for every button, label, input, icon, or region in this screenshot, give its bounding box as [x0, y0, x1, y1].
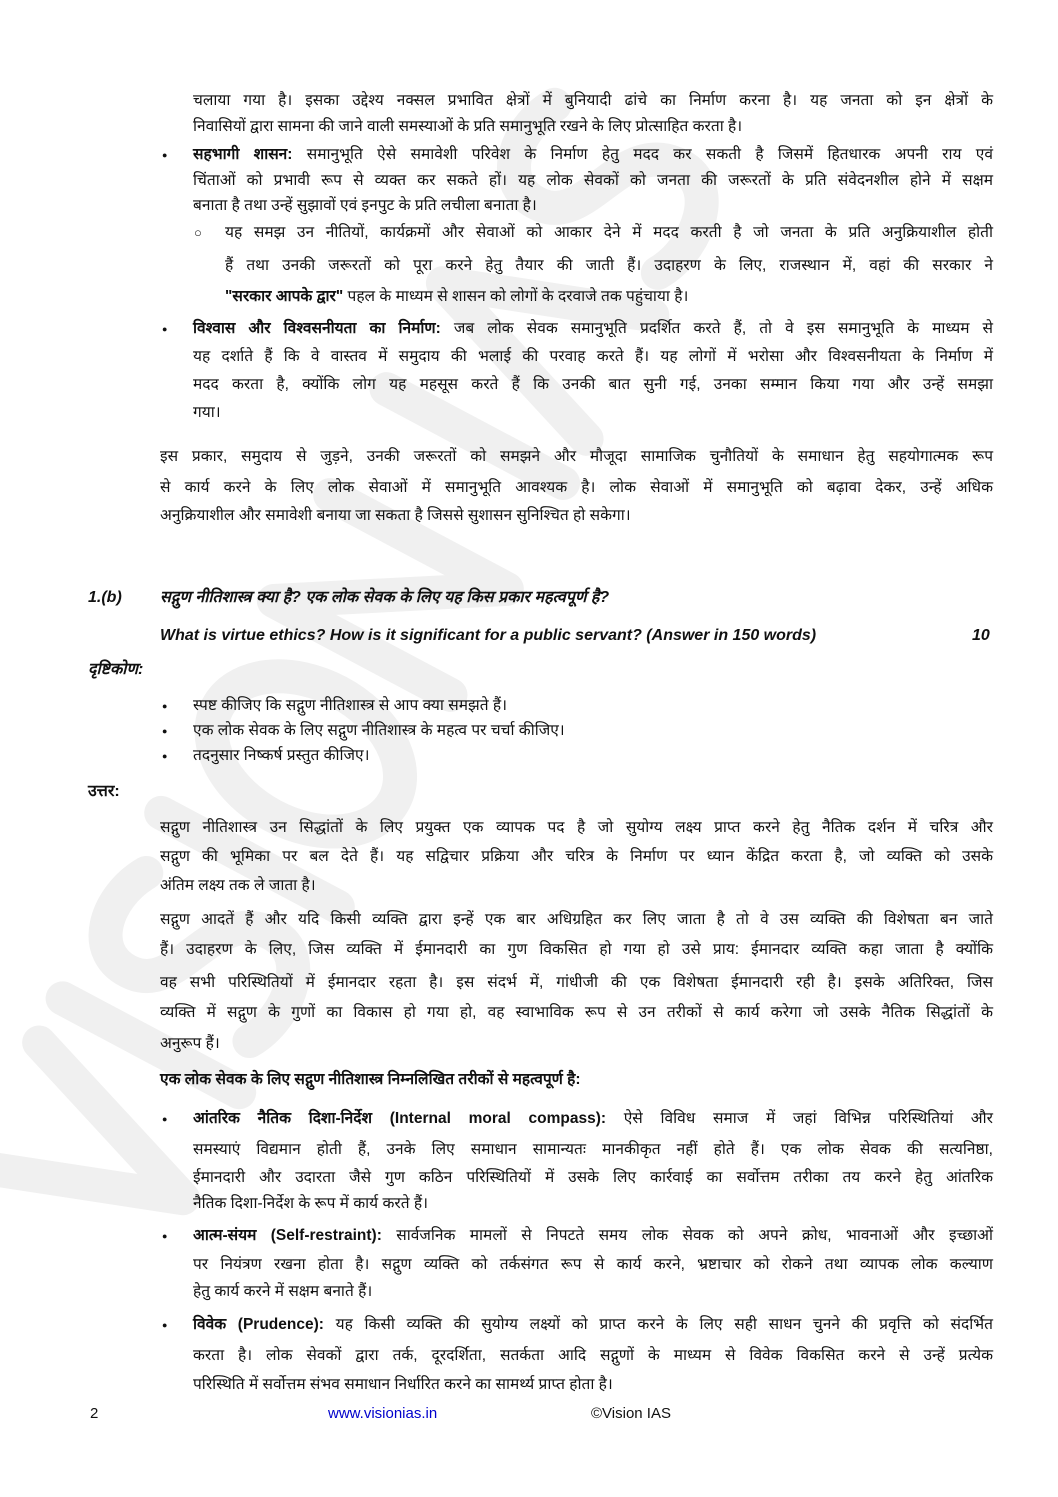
- line-text: गया।: [193, 404, 221, 421]
- line-text: चलाया गया है। इसका उद्देश्य नक्सल प्रभावित क्षेत्रों में बुनियादी ढांचे का निर्माण करना है। यह जनता को इन क्षेत्रों के: [193, 92, 993, 109]
- text-line: [160, 505, 993, 527]
- approach-heading: दृष्टिकोण:: [88, 661, 144, 678]
- line-text: चिंताओं को प्रभावी रूप से व्यक्त कर सकते हों। यह लोक सेवकों को जनता की जरूरतों के प्रति संवेदनशील होने में सक्षम: [193, 172, 993, 189]
- bullet-icon: ●: [162, 751, 168, 761]
- line-text: पहल के माध्यम से शासन को लोगों के दरवाजे तक पहुंचाया है।: [343, 288, 689, 305]
- answer-heading: उत्तर:: [88, 783, 120, 800]
- bold-lead: "सरकार आपके द्वार": [225, 288, 344, 305]
- bold-lead: आत्म-संयम (Self-restraint):: [193, 1227, 382, 1244]
- text-line: [160, 939, 993, 961]
- line-text: समस्याएं विद्यमान होती हैं, उनके लिए समाधान सामान्यतः मानकीकृत नहीं होते हैं। एक लोक सेवक की सत्यनिष्ठा,: [193, 1141, 993, 1158]
- text-line: [193, 1139, 993, 1161]
- line-text: सद्गुण नीतिशास्त्र उन सिद्धांतों के लिए प्रयुक्त एक व्यापक पद है जो सुयोग्य लक्ष्य प्राप्त करने हेतु नैतिक दर्शन में चरित्र और: [160, 819, 993, 836]
- line-text: सार्वजनिक मामलों से निपटते समय लोक सेवक को अपने क्रोध, भावनाओं और इच्छाओं: [381, 1227, 993, 1244]
- line-text: अंतिम लक्ष्य तक ले जाता है।: [160, 877, 316, 894]
- line-text: वह सभी परिस्थितियों में ईमानदार रहता है। इस संदर्भ में, गांधीजी की एक विशेषता ईमानदारी रही है। इसके अतिरिक्त, जिस: [160, 974, 993, 991]
- bullet-icon: ●: [162, 150, 168, 160]
- text-line: [193, 1167, 993, 1189]
- approach-item: तदनुसार निष्कर्ष प्रस्तुत कीजिए।: [193, 747, 370, 764]
- line-text: मदद करता है, क्योंकि लोग यह महसूस करते हैं कि उनकी बात सुनी गई, उनका सम्मान किया गया और उन्हें समझा: [193, 376, 993, 393]
- text-line: [193, 170, 993, 192]
- line-text: नैतिक दिशा-निर्देश के रूप में कार्य करते हैं।: [193, 1195, 428, 1212]
- text-line: [160, 1002, 993, 1024]
- text-line: [193, 318, 993, 340]
- question-english: What is virtue ethics? How is it significant for a public servant? (Answer in 150 words): [160, 627, 817, 644]
- line-text: हेतु कार्य करने में सक्षम बनाते हैं।: [193, 1283, 373, 1300]
- line-text: समानुभूति ऐसे समावेशी परिवेश के निर्माण हेतु मदद कर सकती है जिसमें हितधारक अपनी राय एवं: [292, 146, 993, 163]
- text-line: [193, 1345, 993, 1367]
- approach-item: स्पष्ट कीजिए कि सद्गुण नीतिशास्त्र से आप क्या समझते हैं।: [193, 697, 507, 714]
- bold-lead: एक लोक सेवक के लिए सद्गुण नीतिशास्त्र निम्नलिखित तरीकों से महत्वपूर्ण है:: [160, 1071, 581, 1088]
- line-text: यह दर्शाते हैं कि वे वास्तव में समुदाय की भलाई की परवाह करते हैं। यह लोगों में भरोसा और विश्वसनीयता के निर्माण में: [193, 348, 993, 365]
- text-line: [193, 346, 993, 368]
- text-line: [160, 446, 993, 468]
- approach-item: एक लोक सेवक के लिए सद्गुण नीतिशास्त्र के महत्व पर चर्चा कीजिए।: [193, 722, 565, 739]
- bold-lead: आंतरिक नैतिक दिशा-निर्देश (Internal moral compass):: [193, 1110, 607, 1127]
- line-text: जब लोक सेवक समानुभूति प्रदर्शित करते हैं, तो वे इस समानुभूति के माध्यम से: [440, 320, 994, 337]
- line-text: व्यक्ति में सद्गुण के गुणों का विकास हो गया हो, वह स्वाभाविक रूप से उन तरीकों से कार्य करेगा जो उसके नैतिक सिद्धांतों के: [160, 1004, 993, 1021]
- line-text: निवासियों द्वारा सामना की जाने वाली समस्याओं के प्रति समानुभूति रखने के लिए प्रोत्साहित करता है।: [193, 118, 743, 135]
- line-text: पर नियंत्रण रखना होता है। सद्गुण व्यक्ति को तर्कसंगत रूप से कार्य करने, भ्रष्टाचार को रोकने तथा व्यापक लोक कल्याण: [193, 1256, 993, 1273]
- text-line: [193, 195, 993, 217]
- text-line: [160, 817, 993, 839]
- text-line: [160, 846, 993, 868]
- text-line: [225, 255, 993, 277]
- line-text: इस प्रकार, समुदाय से जुड़ने, उनकी जरूरतों को समझने और मौजूदा सामाजिक चुनौतियों के समाधान हेतु सहयोगात्मक रूप: [160, 448, 993, 465]
- text-line: [193, 90, 993, 112]
- bold-lead: विवेक (Prudence):: [193, 1316, 324, 1333]
- line-text: सद्गुण आदतें हैं और यदि किसी व्यक्ति द्वारा इन्हें एक बार अधिग्रहित कर लिए जाता है तो वे उस व्यक्ति की विशेषता बन जाते: [160, 911, 993, 928]
- bold-lead: सहभागी शासन:: [193, 146, 293, 163]
- line-text: ऐसे विविध समाज में जहां विभिन्न परिस्थितियां और: [606, 1110, 993, 1127]
- text-line: [193, 116, 993, 138]
- text-line: [193, 144, 993, 166]
- copyright: ©Vision IAS: [591, 1405, 671, 1422]
- sub-bullet-icon: ○: [194, 225, 202, 240]
- bullet-icon: ●: [162, 1320, 168, 1330]
- bullet-icon: ●: [162, 701, 168, 711]
- line-text: करता है। लोक सेवकों द्वारा तर्क, दूरदर्शिता, सतर्कता आदि सद्गुणों के माध्यम से विवेक विकसित करने से उन्हें प्रत्येक: [193, 1347, 993, 1364]
- line-text: बनाता है तथा उन्हें सुझावों एवं इनपुट के प्रति लचीला बनाता है।: [193, 197, 537, 214]
- line-text: अनुरूप हैं।: [160, 1035, 220, 1052]
- text-line: [193, 374, 993, 396]
- text-line: [160, 1069, 993, 1091]
- bullet-icon: ●: [162, 1114, 168, 1124]
- bold-lead: विश्वास और विश्वसनीयता का निर्माण:: [193, 320, 441, 337]
- text-line: [160, 972, 993, 994]
- bullet-icon: ●: [162, 1231, 168, 1241]
- question-hindi: सद्गुण नीतिशास्त्र क्या है? एक लोक सेवक के लिए यह किस प्रकार महत्वपूर्ण है?: [160, 589, 610, 606]
- text-line: [160, 909, 993, 931]
- bullet-icon: ●: [162, 726, 168, 736]
- line-text: यह समझ उन नीतियों, कार्यक्रमों और सेवाओं को आकार देने में मदद करती है जो जनता के प्रति अनुक्रियाशील होती: [225, 224, 993, 241]
- line-text: से कार्य करने के लिए लोक सेवाओं में समानुभूति आवश्यक है। लोक सेवाओं में समानुभूति को बढ़ावा देकर, उन्हें अधिक: [160, 479, 993, 496]
- text-line: [193, 1374, 993, 1396]
- page-number: 2: [90, 1405, 99, 1422]
- text-line: [193, 1254, 993, 1276]
- question-marks: 10: [972, 627, 990, 644]
- text-line: [193, 1314, 993, 1336]
- website-link[interactable]: www.visionias.in: [328, 1405, 438, 1422]
- line-text: सद्गुण की भूमिका पर बल देते हैं। यह सद्विचार प्रक्रिया और चरित्र के निर्माण पर ध्यान केंद्रित करता है, जो व्यक्ति को उसके: [160, 848, 993, 865]
- line-text: हैं तथा उनकी जरूरतों को पूरा करने हेतु तैयार की जाती हैं। उदाहरण के लिए, राजस्थान में, वहां की सरकार ने: [225, 257, 993, 274]
- line-text: परिस्थिति में सर्वोत्तम संभव समाधान निर्धारित करने का सामर्थ्य प्राप्त होता है।: [193, 1376, 613, 1393]
- text-line: [160, 1033, 993, 1055]
- text-line: [225, 286, 993, 308]
- line-text: यह किसी व्यक्ति की सुयोग्य लक्ष्यों को प्राप्त करने के लिए सही साधन चुनने की प्रवृत्ति को संदर्भित: [323, 1316, 993, 1333]
- text-line: [160, 477, 993, 499]
- text-line: [193, 1225, 993, 1247]
- line-text: हैं। उदाहरण के लिए, जिस व्यक्ति में ईमानदारी का गुण विकसित हो गया हो उसे प्राय: ईमानदार व्यक्ति कहा जाता है क्योंकि: [160, 941, 993, 958]
- question-number: 1.(b): [88, 589, 122, 606]
- line-text: अनुक्रियाशील और समावेशी बनाया जा सकता है जिससे सुशासन सुनिश्चित हो सकेगा।: [160, 507, 631, 524]
- text-line: [193, 1193, 993, 1215]
- text-line: [193, 402, 993, 424]
- text-line: [225, 222, 993, 244]
- line-text: ईमानदारी और उदारता जैसे गुण कठिन परिस्थितियों में उसके लिए कार्रवाई का सर्वोत्तम तरीका तय करने हेतु आंतरिक: [193, 1169, 993, 1186]
- bullet-icon: ●: [162, 324, 168, 334]
- text-line: [193, 1281, 993, 1303]
- text-line: [193, 1108, 993, 1130]
- text-line: [160, 875, 993, 897]
